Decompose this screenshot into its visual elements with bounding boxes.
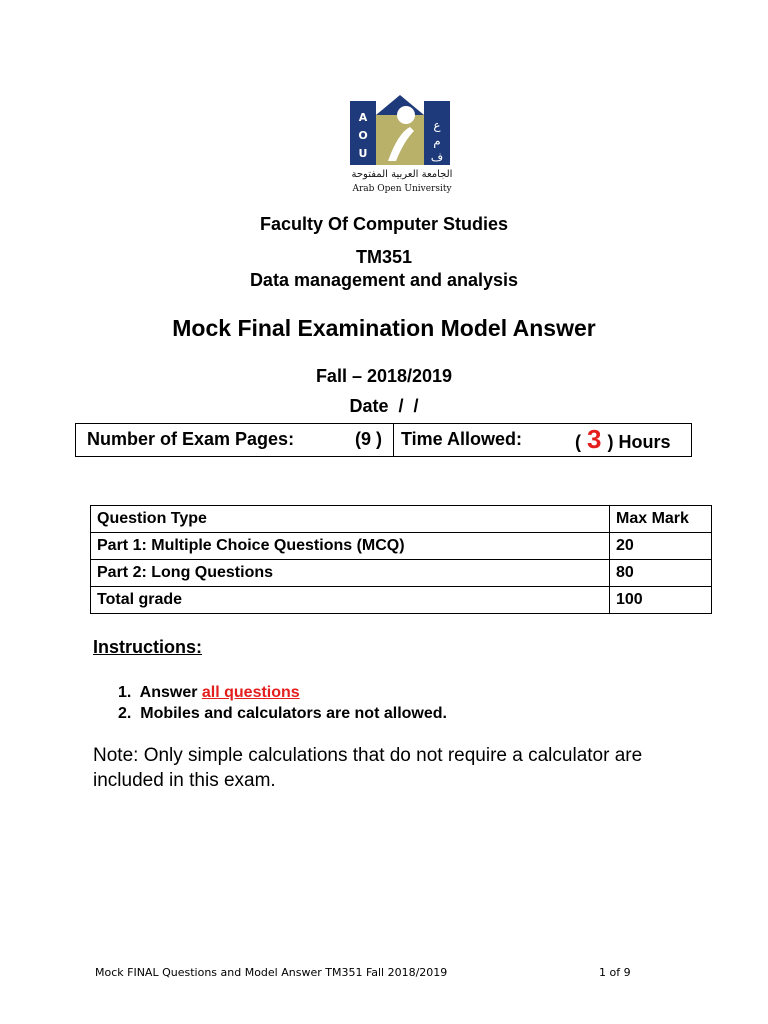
pages-label: Number of Exam Pages: xyxy=(87,429,295,449)
list-item-number: 1. xyxy=(118,684,132,701)
list-item xyxy=(118,682,447,703)
table-row xyxy=(91,587,712,614)
logo-emblem-icon xyxy=(346,93,458,169)
list-item xyxy=(118,703,447,724)
logo-letter-a: A xyxy=(358,111,368,124)
table-cell: 80 xyxy=(610,560,712,587)
table-cell: Part 2: Long Questions xyxy=(91,560,610,587)
footer-title: Mock FINAL Questions and Model Answer TM351 Fall 2018/2019 xyxy=(95,966,448,979)
logo-english-name: Arab Open University xyxy=(352,184,452,194)
exam-title: Mock Final Examination Model Answer xyxy=(172,315,596,341)
time-close-unit: ) Hours xyxy=(607,432,671,452)
list-item-text: Answer xyxy=(139,684,202,701)
course-name: Data management and analysis xyxy=(249,270,519,290)
pages-value: (9 ) xyxy=(355,429,382,449)
svg-text:ع: ع xyxy=(433,118,441,132)
svg-text:م: م xyxy=(433,134,441,148)
instructions-heading: Instructions: xyxy=(93,637,203,657)
table-cell: Part 1: Multiple Choice Questions (MCQ) xyxy=(91,533,610,560)
exam-term: Fall – 2018/2019 xyxy=(315,366,453,386)
exam-note: Note: Only simple calculations that do not require a calculator are included in this exam. xyxy=(93,745,643,791)
marks-table xyxy=(90,505,712,614)
page-number: 1 of 9 xyxy=(599,966,631,979)
time-open-paren: ( xyxy=(575,432,581,452)
info-divider xyxy=(393,423,394,457)
table-header-cell: Max Mark xyxy=(610,506,712,533)
time-allowed-value xyxy=(575,424,670,455)
table-row xyxy=(91,533,712,560)
time-allowed-label: Time Allowed: xyxy=(401,429,523,449)
highlight-text: all questions xyxy=(201,684,300,701)
course-code: TM351 xyxy=(355,247,413,267)
table-header-cell: Question Type xyxy=(91,506,610,533)
university-logo xyxy=(346,93,458,201)
logo-letter-u: U xyxy=(358,147,368,160)
logo-arabic-name: الجامعة العربية المفتوحة xyxy=(351,169,453,180)
table-cell: 20 xyxy=(610,533,712,560)
faculty-name: Faculty Of Computer Studies xyxy=(259,214,509,234)
svg-text:ف: ف xyxy=(430,150,444,164)
exam-date: Date / / xyxy=(349,396,419,416)
table-cell: Total grade xyxy=(91,587,610,614)
instructions-list xyxy=(118,682,447,724)
table-row xyxy=(91,560,712,587)
list-item-text: Mobiles and calculators are not allowed. xyxy=(140,705,447,722)
table-cell: 100 xyxy=(610,587,712,614)
logo-letter-o: O xyxy=(358,129,368,142)
time-hours-number: 3 xyxy=(587,424,602,454)
table-header-row xyxy=(91,506,712,533)
list-item-number: 2. xyxy=(118,705,132,722)
